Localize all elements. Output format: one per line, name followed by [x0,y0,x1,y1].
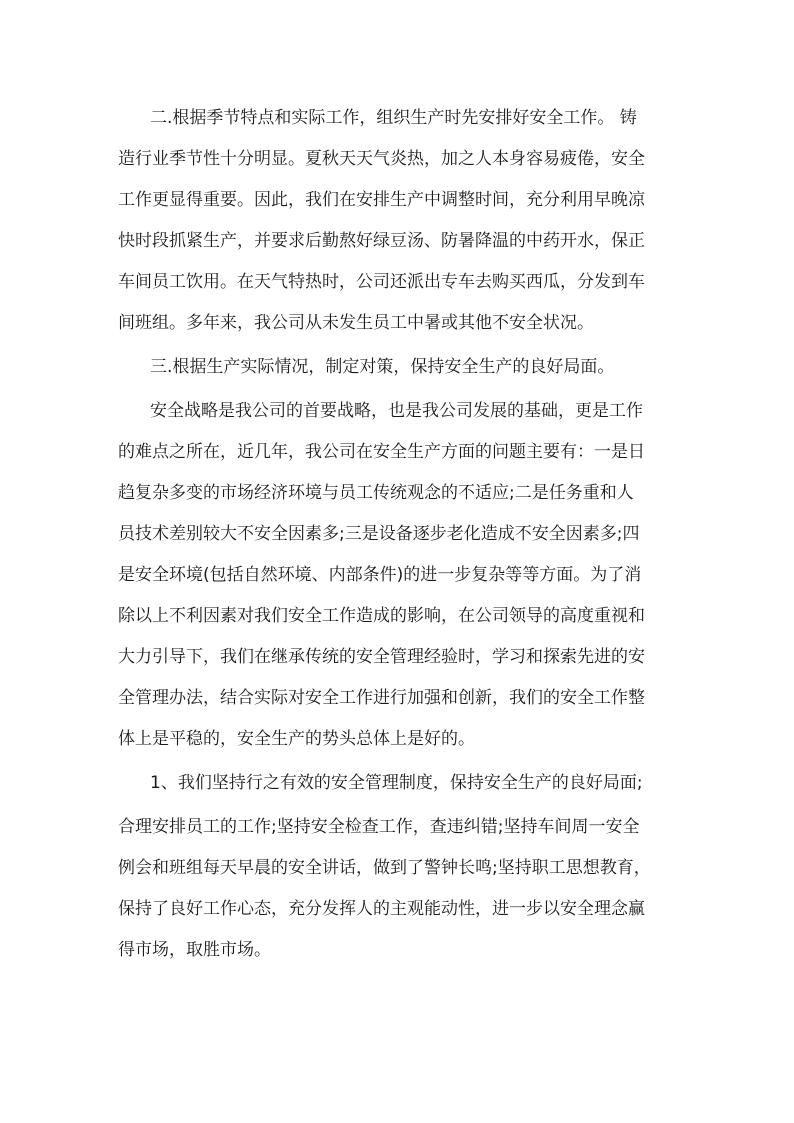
text-line: 二.根据季节特点和实际工作，组织生产时先安排好安全工作。 铸 [150,108,637,128]
text-line: 保持了良好工作心态，充分发挥人的主观能动性，进一步以安全理念赢 [118,899,645,919]
text-line: 全管理办法，结合实际对安全工作进行加强和创新，我们的安全工作整 [118,688,645,708]
text-line: 趋复杂多变的市场经济环境与员工传统观念的不适应;二是任务重和人 [118,483,634,503]
text-line: 1、我们坚持行之有效的安全管理制度，保持安全生产的良好局面; [150,773,643,793]
text-line: 合理安排员工的工作;坚持安全检查工作，查违纠错;坚持车间周一安全 [118,817,640,837]
text-line: 是安全环境(包括自然环境、内部条件)的进一步复杂等等方面。为了消 [118,565,642,585]
text-line: 造行业季节性十分明显。夏秋天天气炎热，加之人本身容易疲倦，安全 [118,149,645,169]
text-line: 大力引导下，我们在继承传统的安全管理经验时，学习和探索先进的安 [118,647,645,667]
text-line: 工作更显得重要。因此，我们在安排生产中调整时间，充分利用早晚凉 [118,190,645,210]
text-line: 的难点之所在，近几年，我公司在安全生产方面的问题主要有：一是日 [118,442,645,462]
text-line: 间班组。多年来，我公司从未发生员工中暑或其他不安全状况。 [118,313,594,333]
text-line: 例会和班组每天早晨的安全讲话，做到了警钟长鸣;坚持职工思想教育， [118,858,651,878]
text-line: 除以上不利因素对我们安全工作造成的影响，在公司领导的高度重视和 [118,606,645,626]
text-line: 快时段抓紧生产，并要求后勤熬好绿豆汤、防暑降温的中药开水，保正 [118,231,645,251]
text-line: 员技术差别较大不安全因素多;三是设备逐步老化造成不安全因素多;四 [118,524,640,544]
text-line: 体上是平稳的，安全生产的势头总体上是好的。 [118,729,475,749]
text-line: 车间员工饮用。在天气特热时，公司还派出专车去购买西瓜，分发到车 [118,272,645,292]
text-line: 三.根据生产实际情况，制定对策，保持安全生产的良好局面。 [150,357,615,377]
text-line: 安全战略是我公司的首要战略，也是我公司发展的基础，更是工作 [150,401,643,421]
text-line: 得市场，取胜市场。 [118,940,271,960]
